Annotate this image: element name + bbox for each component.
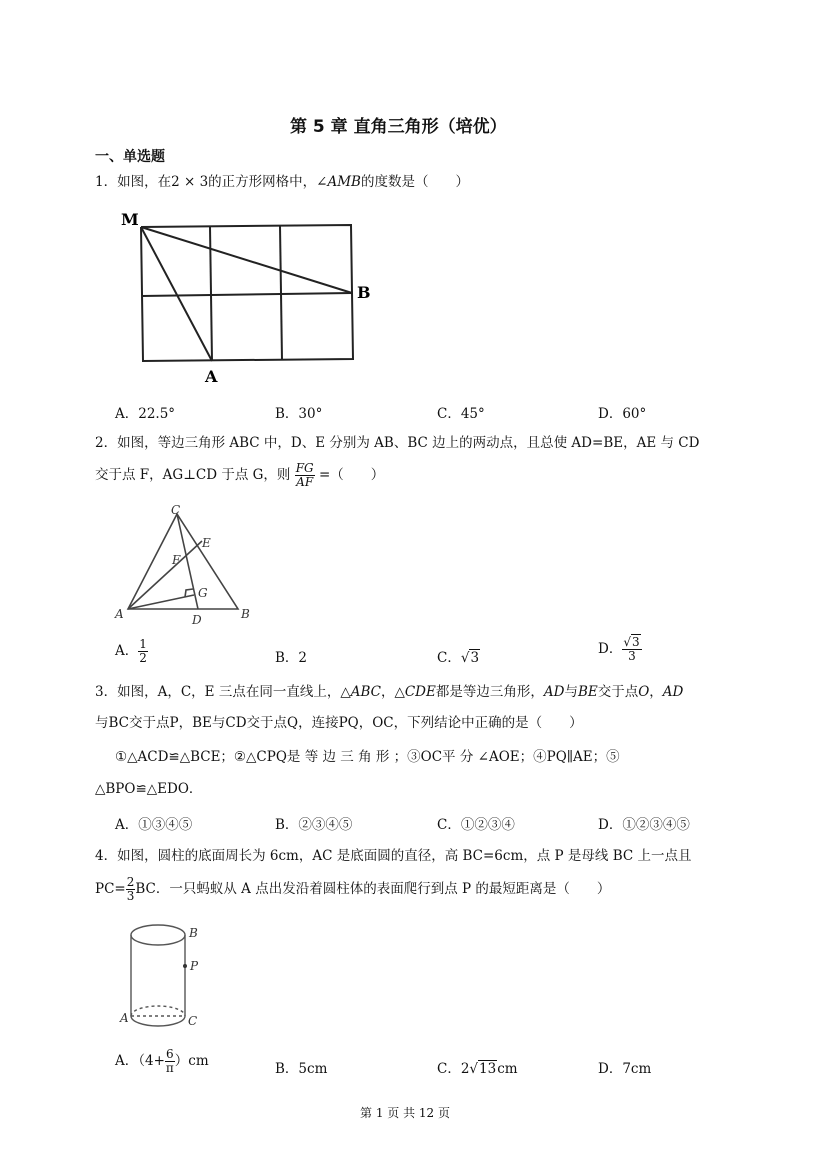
question-2-line-2: 交于点 F，AG⊥CD 于点 G，则 $\frac{FG}{AF}$ =（ ）: [95, 461, 385, 489]
q1-option-b[interactable]: B．30°: [275, 406, 323, 422]
label-C: C: [171, 503, 181, 517]
question-4-line-1: 4．如图，圆柱的底面周长为 6cm，AC 是底面圆的直径，高 BC=6cm，点 P 是母线 BC 上一点且: [95, 848, 692, 864]
label-B: B: [357, 283, 371, 302]
label-B: B: [189, 926, 198, 940]
question-2-line-1: 2．如图，等边三角形 ABC 中，D、E 分别为 AB、BC 边上的两动点，且总使 AD=BE，AE 与 CD: [95, 435, 700, 451]
q3-option-b[interactable]: B．②③④⑤: [275, 817, 353, 833]
q2-option-c[interactable]: C．√3: [437, 650, 480, 666]
question-4-line-2: PC= $\frac{2}{3}$ BC．一只蚂蚁从 A 点出发沿着圆柱体的表面爬行到点 P 的最短距离是（ ）: [95, 875, 611, 903]
question-3-line-1: 3．如图，A，C，E 三点在同一直线上，△ABC，△CDE都是等边三角形，AD与BE交于点O，AD: [95, 684, 684, 700]
q1-option-c[interactable]: C．45°: [437, 406, 485, 422]
label-C: C: [188, 1014, 198, 1028]
label-M: M: [121, 210, 139, 229]
grid-figure: [115, 205, 385, 385]
q3-option-a[interactable]: A．①③④⑤: [115, 817, 193, 833]
section-heading: 一、单选题: [95, 149, 165, 165]
q1-option-a[interactable]: A．22.5°: [115, 406, 176, 422]
q1-option-d[interactable]: D．60°: [598, 406, 647, 422]
label-E: E: [202, 536, 211, 550]
page-title: 第 5 章 直角三角形（培优）: [290, 117, 507, 137]
question-3-line-2: 与BC交于点P，BE与CD交于点Q，连接PQ，OC，下列结论中正确的是（ ）: [95, 715, 583, 731]
q3-option-c[interactable]: C．①②③④: [437, 817, 515, 833]
triangle-figure: [110, 502, 260, 627]
question-1-text: 1．如图，在2 × 3的正方形网格中，∠AMB的度数是（ ）: [95, 174, 469, 190]
label-B: B: [241, 607, 250, 621]
label-A: A: [120, 1011, 129, 1025]
question-3-line-4: △BPO≌△EDO．: [95, 781, 203, 797]
q4-option-d[interactable]: D．7cm: [598, 1061, 652, 1077]
cylinder-figure: [110, 918, 220, 1033]
q4-option-a[interactable]: A．（4+ $\frac{6}{\pi}$ ）cm: [115, 1047, 209, 1075]
label-A: A: [205, 367, 218, 385]
label-A: A: [115, 607, 124, 621]
q3-option-d[interactable]: D．①②③④⑤: [598, 817, 690, 833]
q4-option-b[interactable]: B．5cm: [275, 1061, 328, 1077]
question-3-line-3: ①△ACD≌△BCE；②△CPQ是 等 边 三 角 形 ；③OC平 分 ∠AOE；④PQ∥AE；⑤: [115, 749, 620, 765]
label-F: F: [172, 553, 181, 567]
label-D: D: [192, 613, 202, 627]
label-P: P: [190, 959, 199, 973]
q2-option-d[interactable]: D． $\frac{√3}{3}$: [598, 635, 640, 663]
q2-option-a[interactable]: A． $\frac{1}{2}$: [115, 637, 147, 665]
page-footer: 第 1 页 共 12 页: [360, 1106, 450, 1120]
label-G: G: [198, 586, 208, 600]
q4-option-c[interactable]: C．2√13cm: [437, 1061, 518, 1077]
q2-option-b[interactable]: B．2: [275, 650, 308, 666]
